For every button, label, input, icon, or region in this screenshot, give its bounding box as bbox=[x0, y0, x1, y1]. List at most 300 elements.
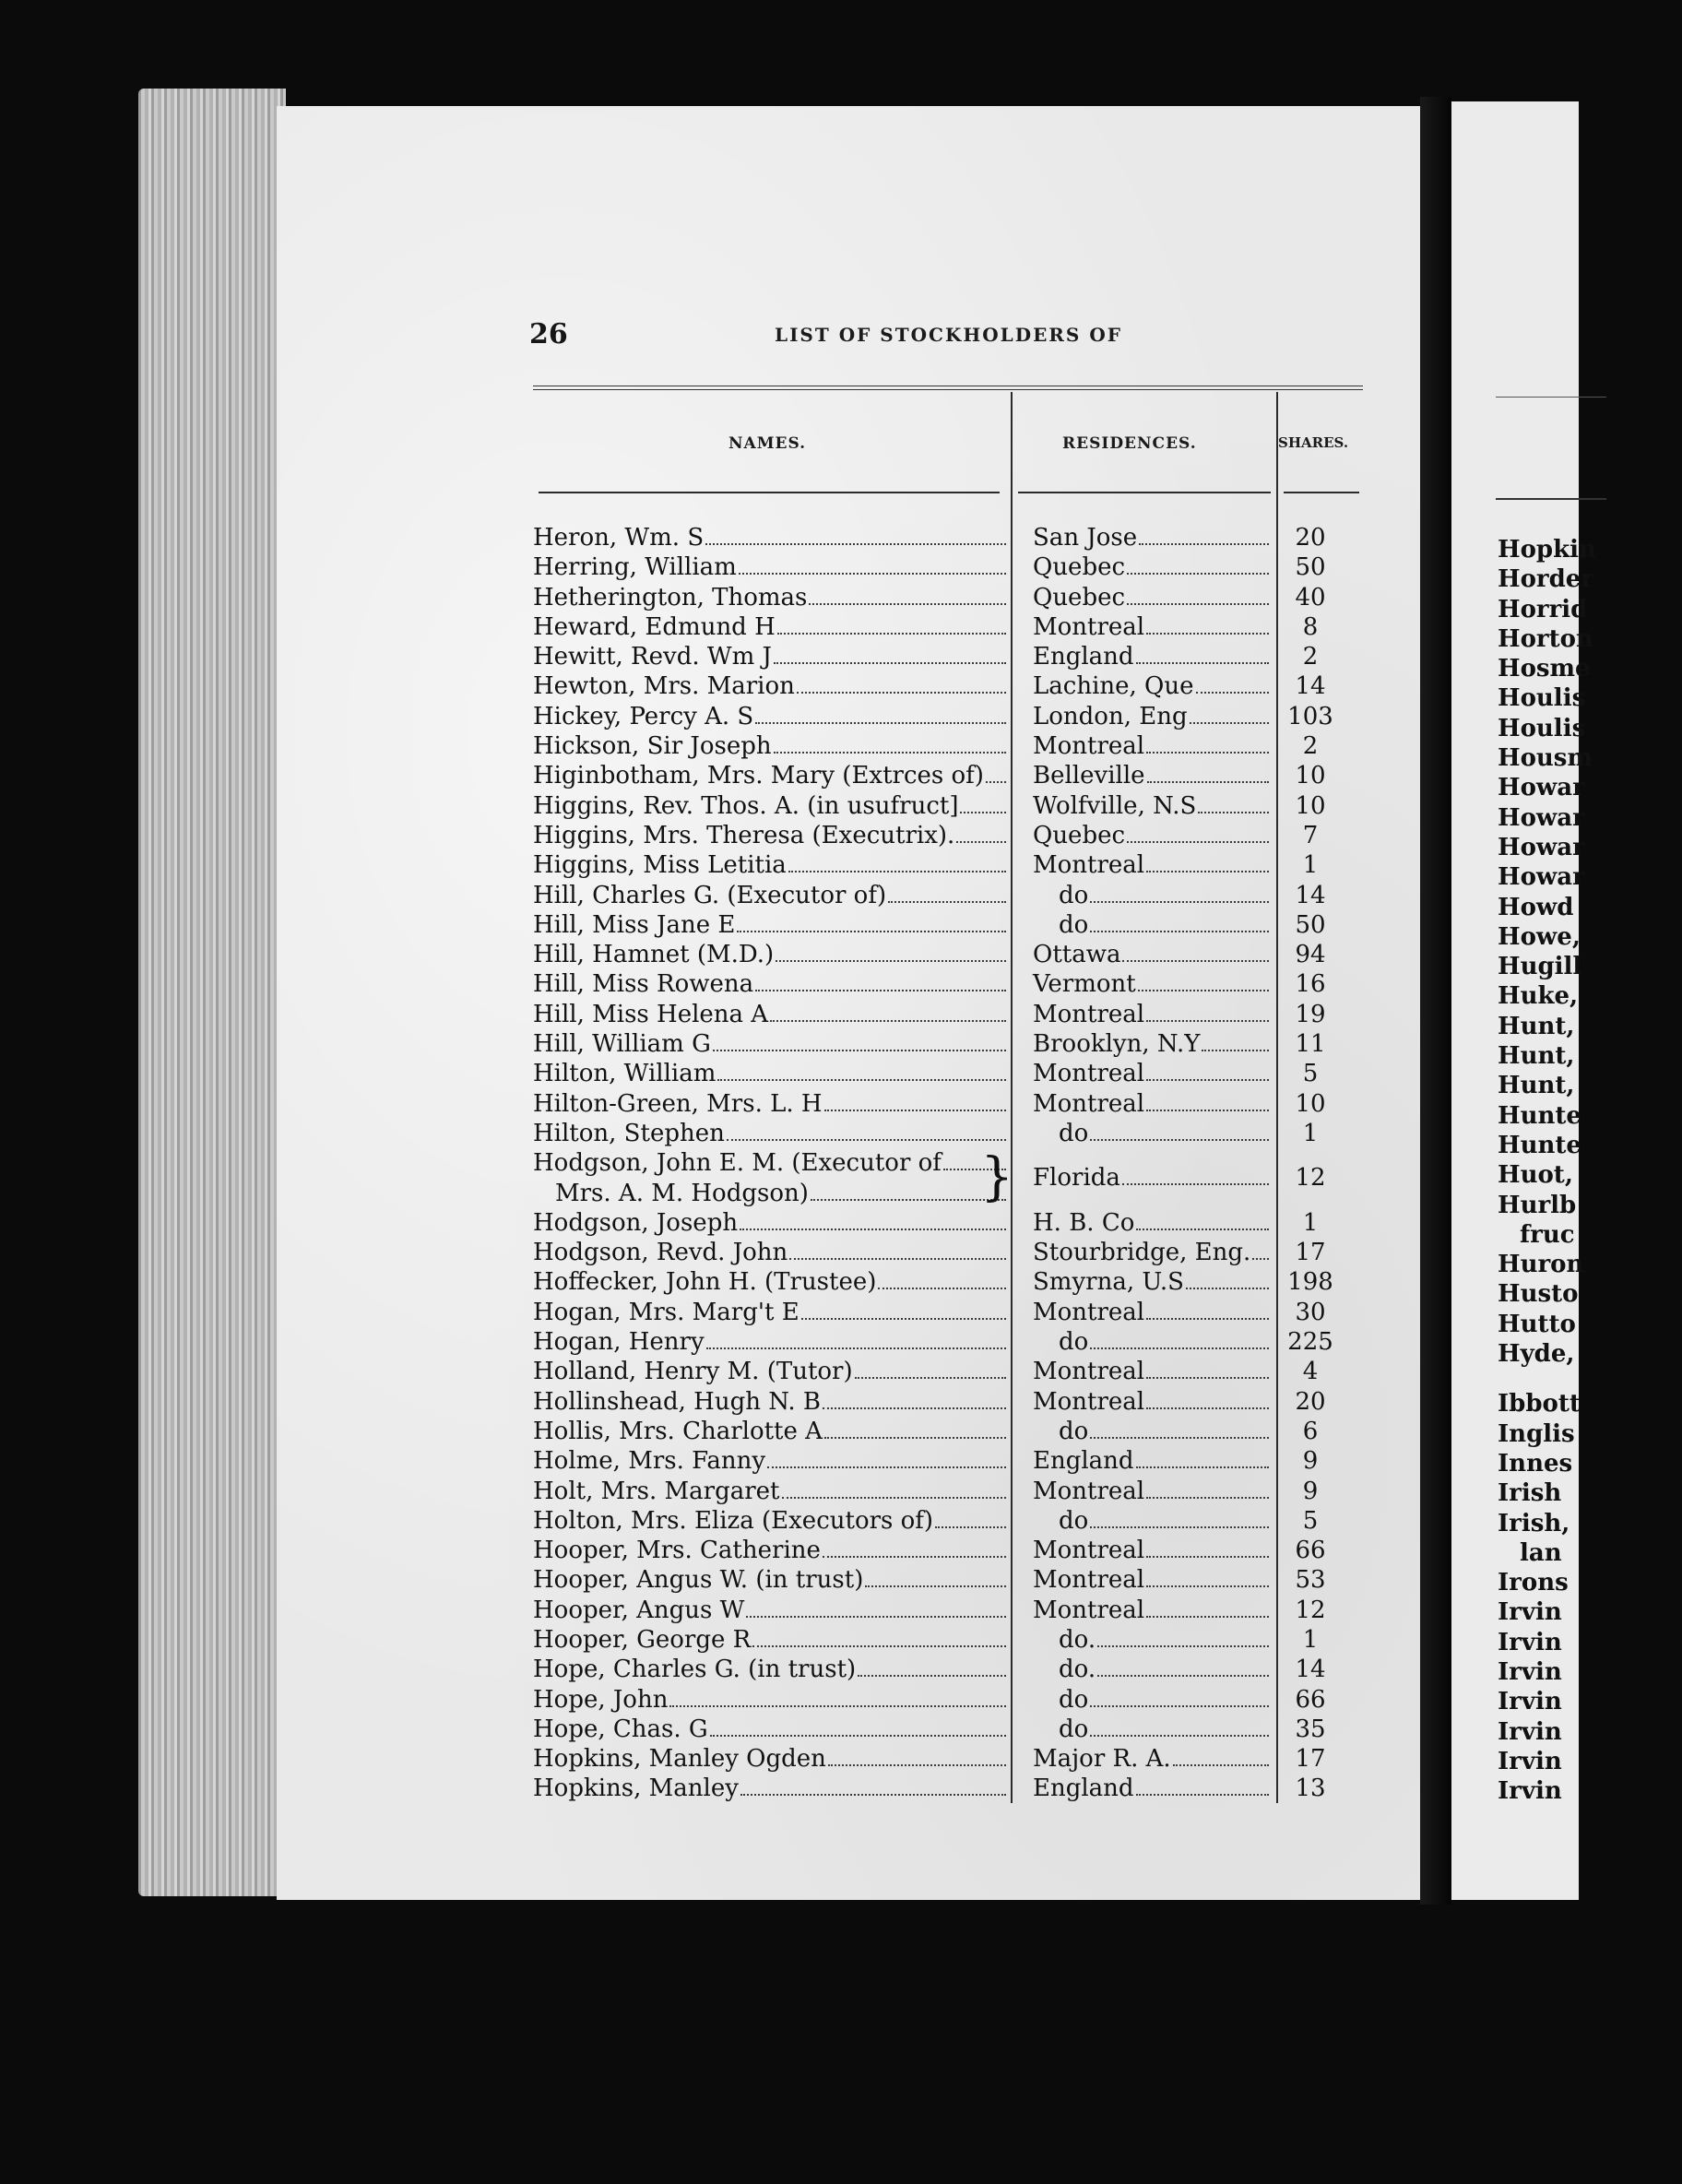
stockholder-name: Hope, Charles G. (in trust) bbox=[533, 1656, 857, 1684]
residence: Brooklyn, N.Y bbox=[1033, 1030, 1201, 1059]
stockholder-name: Higinbotham, Mrs. Mary (Extrces of) bbox=[533, 762, 984, 790]
table-row bbox=[533, 1715, 1381, 1744]
stockholder-name: Hickson, Sir Joseph bbox=[533, 732, 772, 761]
next-page-entry: Horder bbox=[1498, 565, 1594, 594]
table-row bbox=[533, 1625, 1381, 1655]
residence: do. bbox=[1059, 1625, 1096, 1654]
shares-value: 14 bbox=[1295, 1656, 1326, 1684]
dot-leader bbox=[739, 573, 1006, 575]
shares-value: 20 bbox=[1295, 1387, 1326, 1416]
shares-value: 12 bbox=[1295, 1164, 1326, 1193]
next-page-entry: Hutto bbox=[1498, 1310, 1576, 1338]
table-row bbox=[533, 850, 1381, 880]
dot-leader bbox=[755, 990, 1006, 991]
table-row bbox=[533, 1655, 1381, 1684]
table-row bbox=[533, 1029, 1381, 1059]
shares-value: 20 bbox=[1295, 524, 1326, 552]
next-page-entry: Irvin bbox=[1498, 1777, 1562, 1806]
stockholder-name-leader bbox=[533, 731, 1008, 761]
residence-cell bbox=[1033, 731, 1271, 761]
residence-cell bbox=[1033, 940, 1271, 969]
stockholder-name: Holton, Mrs. Eliza (Executors of) bbox=[533, 1506, 934, 1535]
dot-leader bbox=[1122, 1183, 1269, 1185]
table-row bbox=[533, 1267, 1381, 1297]
residence-cell bbox=[1033, 552, 1271, 582]
name-cell bbox=[533, 1119, 1008, 1148]
dot-leader bbox=[1146, 1616, 1269, 1618]
residence-leader bbox=[1033, 821, 1271, 850]
residence-cell bbox=[1033, 1059, 1271, 1088]
residence-leader bbox=[1033, 940, 1271, 969]
dot-leader bbox=[774, 662, 1006, 664]
dot-leader bbox=[1186, 1288, 1269, 1289]
name-cell bbox=[533, 1744, 1008, 1774]
stockholder-name: Hewton, Mrs. Marion bbox=[533, 672, 795, 701]
residence: do bbox=[1059, 1685, 1089, 1714]
residence-leader bbox=[1033, 702, 1271, 731]
residence-leader bbox=[1033, 731, 1271, 761]
shares-value: 50 bbox=[1295, 553, 1326, 582]
stockholder-name: Hooper, Angus W bbox=[533, 1596, 745, 1624]
table-row bbox=[533, 881, 1381, 910]
next-page-entry: Irvin bbox=[1498, 1598, 1562, 1627]
stockholder-name: Hill, Charles G. (Executor of) bbox=[533, 881, 887, 909]
dot-leader bbox=[797, 692, 1006, 694]
stockholder-name: Hogan, Mrs. Marg't E bbox=[533, 1298, 800, 1326]
residence: do bbox=[1059, 1417, 1089, 1445]
dot-leader bbox=[1090, 1347, 1269, 1349]
name-cell bbox=[533, 1685, 1008, 1715]
name-cell bbox=[533, 1536, 1008, 1565]
next-page-entry: Inglis bbox=[1498, 1419, 1575, 1448]
table-row bbox=[533, 1446, 1381, 1476]
stockholder-name-leader bbox=[533, 1029, 1008, 1059]
dot-leader bbox=[705, 543, 1006, 545]
dot-leader bbox=[828, 1764, 1006, 1766]
dot-leader bbox=[1146, 633, 1269, 635]
residence-leader bbox=[1033, 1536, 1271, 1565]
table-row bbox=[533, 1387, 1381, 1417]
stockholder-name-leader bbox=[533, 671, 1008, 701]
residence-leader bbox=[1033, 969, 1271, 999]
table-row bbox=[533, 969, 1381, 999]
name-cell bbox=[533, 612, 1008, 642]
table-row bbox=[533, 1208, 1381, 1238]
next-page-entry: Irons bbox=[1498, 1569, 1569, 1597]
shares-value: 198 bbox=[1287, 1268, 1333, 1297]
dot-leader bbox=[1127, 841, 1269, 843]
stockholder-name: Hill, Hamnet (M.D.) bbox=[533, 941, 775, 969]
residence: Montreal bbox=[1033, 1387, 1145, 1416]
table-row bbox=[533, 1357, 1381, 1386]
next-page-entry: Hopkin bbox=[1498, 536, 1596, 564]
right-page-fragment bbox=[1451, 101, 1596, 1900]
name-cell bbox=[533, 1267, 1008, 1297]
table-row bbox=[533, 671, 1381, 701]
dot-leader bbox=[1090, 1526, 1269, 1528]
header-rule-residences bbox=[1018, 492, 1271, 493]
dot-leader bbox=[1147, 781, 1269, 783]
residence-leader bbox=[1033, 552, 1271, 582]
residence-leader bbox=[1033, 1029, 1271, 1059]
name-cell bbox=[533, 791, 1008, 821]
dot-leader bbox=[801, 1318, 1006, 1320]
shares-value: 16 bbox=[1295, 970, 1326, 999]
dot-leader bbox=[1127, 573, 1269, 575]
next-page-entry: Houlis bbox=[1498, 684, 1586, 713]
next-page-entry: Hyde, bbox=[1498, 1340, 1575, 1369]
stockholder-name-leader bbox=[533, 1417, 1008, 1446]
residence-cell bbox=[1033, 1029, 1271, 1059]
table-row bbox=[533, 1565, 1381, 1595]
next-page-entry: Horrid bbox=[1498, 595, 1588, 623]
residence: Wolfville, N.S bbox=[1033, 791, 1197, 820]
shares-value: 10 bbox=[1295, 791, 1326, 820]
stockholder-name-leader bbox=[533, 881, 1008, 910]
next-page-top-rule bbox=[1496, 397, 1606, 398]
stockholder-name: Hope, John bbox=[533, 1685, 669, 1714]
table-row bbox=[533, 1596, 1381, 1625]
stockholder-name-leader bbox=[533, 1238, 1008, 1267]
dot-leader bbox=[727, 1139, 1006, 1141]
name-cell bbox=[533, 583, 1008, 612]
column-header-residences: RESIDENCES. bbox=[1062, 434, 1197, 453]
column-header-names: NAMES. bbox=[728, 434, 807, 453]
residence-leader bbox=[1033, 612, 1271, 642]
residence-cell bbox=[1033, 1744, 1271, 1774]
name-cell bbox=[533, 1089, 1008, 1119]
stockholder-name-leader bbox=[533, 1089, 1008, 1119]
stockholder-name-leader bbox=[533, 523, 1008, 552]
dot-leader bbox=[888, 901, 1006, 903]
residence-cell bbox=[1033, 1208, 1271, 1238]
stockholder-name: Hoffecker, John H. (Trustee) bbox=[533, 1268, 877, 1297]
residence-cell bbox=[1033, 761, 1271, 790]
residence-leader bbox=[1033, 523, 1271, 552]
residence: London, Eng bbox=[1033, 702, 1188, 730]
next-page-entry: Irvin bbox=[1498, 1657, 1562, 1686]
stockholder-name-leader bbox=[533, 791, 1008, 821]
table-row bbox=[533, 1000, 1381, 1029]
stockholder-name-leader bbox=[533, 1357, 1008, 1386]
next-page-entry: Howar bbox=[1498, 774, 1585, 802]
dot-leader bbox=[1252, 1258, 1269, 1260]
shares-value: 10 bbox=[1295, 762, 1326, 790]
dot-leader bbox=[1146, 1497, 1269, 1499]
next-page-entry: Innes bbox=[1498, 1449, 1573, 1478]
table-row bbox=[533, 1685, 1381, 1715]
dot-leader bbox=[1146, 752, 1269, 754]
stockholder-name-leader bbox=[533, 1625, 1008, 1655]
dot-leader bbox=[669, 1705, 1006, 1707]
residence-cell bbox=[1033, 702, 1271, 731]
next-page-entry: Hurlb bbox=[1498, 1191, 1577, 1219]
table-row bbox=[533, 552, 1381, 582]
next-page-entry: Howd bbox=[1498, 893, 1574, 921]
residence-cell bbox=[1033, 642, 1271, 671]
dot-leader bbox=[1190, 722, 1269, 724]
residence-cell bbox=[1033, 1119, 1271, 1148]
stockholder-name: Hopkins, Manley bbox=[533, 1774, 739, 1803]
shares-value: 8 bbox=[1302, 612, 1319, 641]
shares-value: 11 bbox=[1295, 1030, 1326, 1059]
residence-leader bbox=[1033, 1446, 1271, 1476]
shares-value: 30 bbox=[1295, 1298, 1326, 1326]
stockholder-name: Hogan, Henry bbox=[533, 1328, 705, 1357]
residence-cell bbox=[1033, 1596, 1271, 1625]
name-cell bbox=[533, 1417, 1008, 1446]
next-page-entry: Irvin bbox=[1498, 1717, 1562, 1746]
shares-value: 14 bbox=[1295, 672, 1326, 701]
next-page-entry: Huron bbox=[1498, 1251, 1584, 1279]
shares-value: 17 bbox=[1295, 1239, 1326, 1267]
name-cell bbox=[533, 1446, 1008, 1476]
residence-leader bbox=[1033, 1387, 1271, 1417]
dot-leader bbox=[1173, 1764, 1269, 1766]
stockholder-name-leader bbox=[533, 1208, 1008, 1238]
residence-leader bbox=[1033, 1163, 1271, 1193]
residence-cell bbox=[1033, 1417, 1271, 1446]
name-cell bbox=[533, 850, 1008, 880]
stockholder-name-leader bbox=[533, 969, 1008, 999]
dot-leader bbox=[855, 1377, 1006, 1379]
stockholder-name-leader bbox=[533, 583, 1008, 612]
next-page-entry: Irish, bbox=[1498, 1509, 1570, 1537]
running-title: LIST OF STOCKHOLDERS OF bbox=[775, 324, 1122, 346]
next-page-entry: Hunt, bbox=[1498, 1042, 1575, 1071]
residence-leader bbox=[1033, 1774, 1271, 1803]
stockholder-name-leader bbox=[533, 1715, 1008, 1744]
dot-leader bbox=[767, 1466, 1006, 1468]
table-row bbox=[533, 1417, 1381, 1446]
residence-leader bbox=[1033, 1208, 1271, 1238]
next-page-entry: Ibbott bbox=[1498, 1390, 1581, 1418]
table-row bbox=[533, 1059, 1381, 1088]
stockholder-name-leader bbox=[533, 1267, 1008, 1297]
residence-leader bbox=[1033, 1267, 1271, 1297]
residence: Montreal bbox=[1033, 1477, 1145, 1505]
dot-leader bbox=[960, 812, 1006, 813]
next-page-entries bbox=[1498, 535, 1682, 1806]
shares-value: 17 bbox=[1295, 1745, 1326, 1774]
dot-leader bbox=[1198, 812, 1269, 813]
stockholder-name: Hetherington, Thomas bbox=[533, 583, 808, 611]
residence-cell bbox=[1033, 1238, 1271, 1267]
residence: do. bbox=[1059, 1656, 1096, 1684]
table-row bbox=[533, 583, 1381, 612]
dot-leader bbox=[823, 1556, 1006, 1558]
residence: do bbox=[1059, 1119, 1089, 1147]
table-row bbox=[533, 910, 1381, 940]
shares-value: 94 bbox=[1295, 941, 1326, 969]
table-row bbox=[533, 1119, 1381, 1148]
name-cell bbox=[533, 881, 1008, 910]
name-cell bbox=[533, 1059, 1008, 1088]
next-page-entry: fruc bbox=[1520, 1220, 1575, 1249]
residence-cell bbox=[1033, 1715, 1271, 1744]
name-cell bbox=[533, 821, 1008, 850]
residence: England bbox=[1033, 643, 1134, 671]
residence-cell bbox=[1033, 969, 1271, 999]
table-row bbox=[533, 940, 1381, 969]
residence: Montreal bbox=[1033, 1298, 1145, 1326]
table-row bbox=[533, 1327, 1381, 1357]
stockholder-name-leader bbox=[533, 1536, 1008, 1565]
brace-mark: } bbox=[980, 1147, 1013, 1208]
stockholder-name: Hill, Miss Jane E bbox=[533, 910, 736, 939]
residence-cell bbox=[1033, 850, 1271, 880]
dot-leader bbox=[986, 781, 1006, 783]
table-row bbox=[533, 612, 1381, 642]
table-row bbox=[533, 1298, 1381, 1327]
table-row bbox=[533, 1774, 1381, 1803]
next-page-entry: lan bbox=[1520, 1538, 1562, 1567]
dot-leader bbox=[1097, 1675, 1269, 1677]
dot-leader bbox=[737, 931, 1006, 932]
name-cell bbox=[533, 731, 1008, 761]
residence: Montreal bbox=[1033, 732, 1145, 761]
dot-leader bbox=[1146, 1110, 1269, 1111]
table-row bbox=[533, 642, 1381, 671]
dot-leader bbox=[1202, 1050, 1269, 1051]
dot-leader bbox=[1138, 990, 1269, 991]
residence-leader bbox=[1033, 1327, 1271, 1357]
residence-leader bbox=[1033, 1417, 1271, 1446]
residence-cell bbox=[1033, 1506, 1271, 1536]
residence-leader bbox=[1033, 1298, 1271, 1327]
table-row bbox=[533, 1744, 1381, 1774]
stockholder-name: Hilton, Stephen bbox=[533, 1119, 725, 1147]
residence: do bbox=[1059, 881, 1089, 909]
residence: San Jose bbox=[1033, 524, 1138, 552]
dot-leader bbox=[713, 1050, 1006, 1051]
dot-leader bbox=[1136, 1228, 1269, 1230]
residence-cell bbox=[1033, 583, 1271, 612]
residence: Montreal bbox=[1033, 1060, 1145, 1088]
residence: Montreal bbox=[1033, 1566, 1145, 1595]
dot-leader bbox=[1146, 1556, 1269, 1558]
stockholder-name-leader bbox=[533, 1655, 1008, 1684]
name-cell bbox=[533, 671, 1008, 701]
residence-leader bbox=[1033, 1715, 1271, 1744]
residence-cell bbox=[1033, 1387, 1271, 1417]
residence: Ottawa bbox=[1033, 941, 1121, 969]
residence-leader bbox=[1033, 1089, 1271, 1119]
shares-value: 2 bbox=[1302, 643, 1319, 671]
residence-leader bbox=[1033, 1565, 1271, 1595]
dot-leader bbox=[1097, 1645, 1269, 1647]
dot-leader bbox=[1196, 692, 1270, 694]
name-cell bbox=[533, 702, 1008, 731]
shares-value: 10 bbox=[1295, 1089, 1326, 1118]
residence-leader bbox=[1033, 1744, 1271, 1774]
shares-value: 1 bbox=[1302, 851, 1319, 880]
shares-value: 19 bbox=[1295, 1000, 1326, 1028]
residence: Montreal bbox=[1033, 1089, 1145, 1118]
stockholder-name: Hollis, Mrs. Charlotte A bbox=[533, 1417, 823, 1445]
residence-cell bbox=[1033, 612, 1271, 642]
next-page-entry: Howe, bbox=[1498, 922, 1581, 951]
stockholder-name: Hodgson, Joseph bbox=[533, 1208, 739, 1237]
name-cell bbox=[533, 1387, 1008, 1417]
stockholder-name-leader bbox=[533, 910, 1008, 940]
table-row bbox=[533, 761, 1381, 790]
shares-value: 12 bbox=[1295, 1596, 1326, 1624]
name-cell bbox=[533, 1596, 1008, 1625]
residence: Montreal bbox=[1033, 1596, 1145, 1624]
book-page-edges bbox=[138, 89, 286, 1896]
residence-leader bbox=[1033, 1625, 1271, 1655]
residence: Stourbridge, Eng. bbox=[1033, 1239, 1251, 1267]
stockholder-name: Hill, William G bbox=[533, 1030, 711, 1059]
dot-leader bbox=[1090, 1735, 1269, 1737]
stockholder-name-leader bbox=[533, 642, 1008, 671]
residence: Montreal bbox=[1033, 612, 1145, 641]
stockholder-name: Hill, Miss Rowena bbox=[533, 970, 754, 999]
name-cell bbox=[533, 940, 1008, 969]
dot-leader bbox=[710, 1735, 1006, 1737]
residence-cell bbox=[1033, 791, 1271, 821]
next-page-entry: Husto bbox=[1498, 1280, 1579, 1309]
stockholder-name: Holland, Henry M. (Tutor) bbox=[533, 1358, 853, 1386]
stockholder-name: Heron, Wm. S bbox=[533, 524, 705, 552]
dot-leader bbox=[1146, 1407, 1269, 1409]
residence-leader bbox=[1033, 583, 1271, 612]
stockholder-name: Hickey, Percy A. S bbox=[533, 702, 754, 730]
table-row bbox=[533, 1536, 1381, 1565]
residence-cell bbox=[1033, 1625, 1271, 1655]
stockholder-name: Holt, Mrs. Margaret bbox=[533, 1477, 780, 1505]
dot-leader bbox=[706, 1347, 1006, 1349]
book-gutter bbox=[1420, 97, 1451, 1905]
shares-value: 35 bbox=[1295, 1715, 1326, 1743]
stockholder-name: Higgins, Miss Letitia bbox=[533, 851, 787, 880]
dot-leader bbox=[824, 1437, 1006, 1439]
dot-leader bbox=[1136, 1466, 1269, 1468]
residence-leader bbox=[1033, 642, 1271, 671]
residence-cell bbox=[1033, 881, 1271, 910]
stockholder-name: Hilton-Green, Mrs. L. H bbox=[533, 1089, 823, 1118]
name-cell bbox=[533, 969, 1008, 999]
next-page-entry: Hunte bbox=[1498, 1101, 1581, 1130]
stockholder-name-continued-leader bbox=[533, 1179, 1008, 1208]
stockholder-table bbox=[533, 523, 1381, 1804]
dot-leader bbox=[811, 1199, 1006, 1201]
dot-leader bbox=[1146, 1020, 1269, 1022]
residence-cell bbox=[1033, 1477, 1271, 1506]
stockholder-name-leader bbox=[533, 940, 1008, 969]
table-row bbox=[533, 1238, 1381, 1267]
residence-leader bbox=[1033, 1059, 1271, 1088]
residence-leader bbox=[1033, 1238, 1271, 1267]
next-page-entry: Hosme bbox=[1498, 655, 1591, 683]
dot-leader bbox=[809, 603, 1006, 605]
page-number: 26 bbox=[529, 318, 568, 350]
stockholder-name-leader bbox=[533, 1477, 1008, 1506]
residence-leader bbox=[1033, 1477, 1271, 1506]
next-page-entry: Hunt, bbox=[1498, 1012, 1575, 1040]
residence: do bbox=[1059, 1506, 1089, 1535]
residence: Quebec bbox=[1033, 821, 1126, 849]
name-cell bbox=[533, 552, 1008, 582]
stockholder-name-leader bbox=[533, 1000, 1008, 1029]
stockholder-name-leader bbox=[533, 1298, 1008, 1327]
shares-value: 4 bbox=[1302, 1358, 1319, 1386]
shares-value: 2 bbox=[1302, 732, 1319, 761]
name-cell bbox=[533, 1029, 1008, 1059]
dot-leader bbox=[774, 752, 1006, 754]
name-cell bbox=[533, 1238, 1008, 1267]
